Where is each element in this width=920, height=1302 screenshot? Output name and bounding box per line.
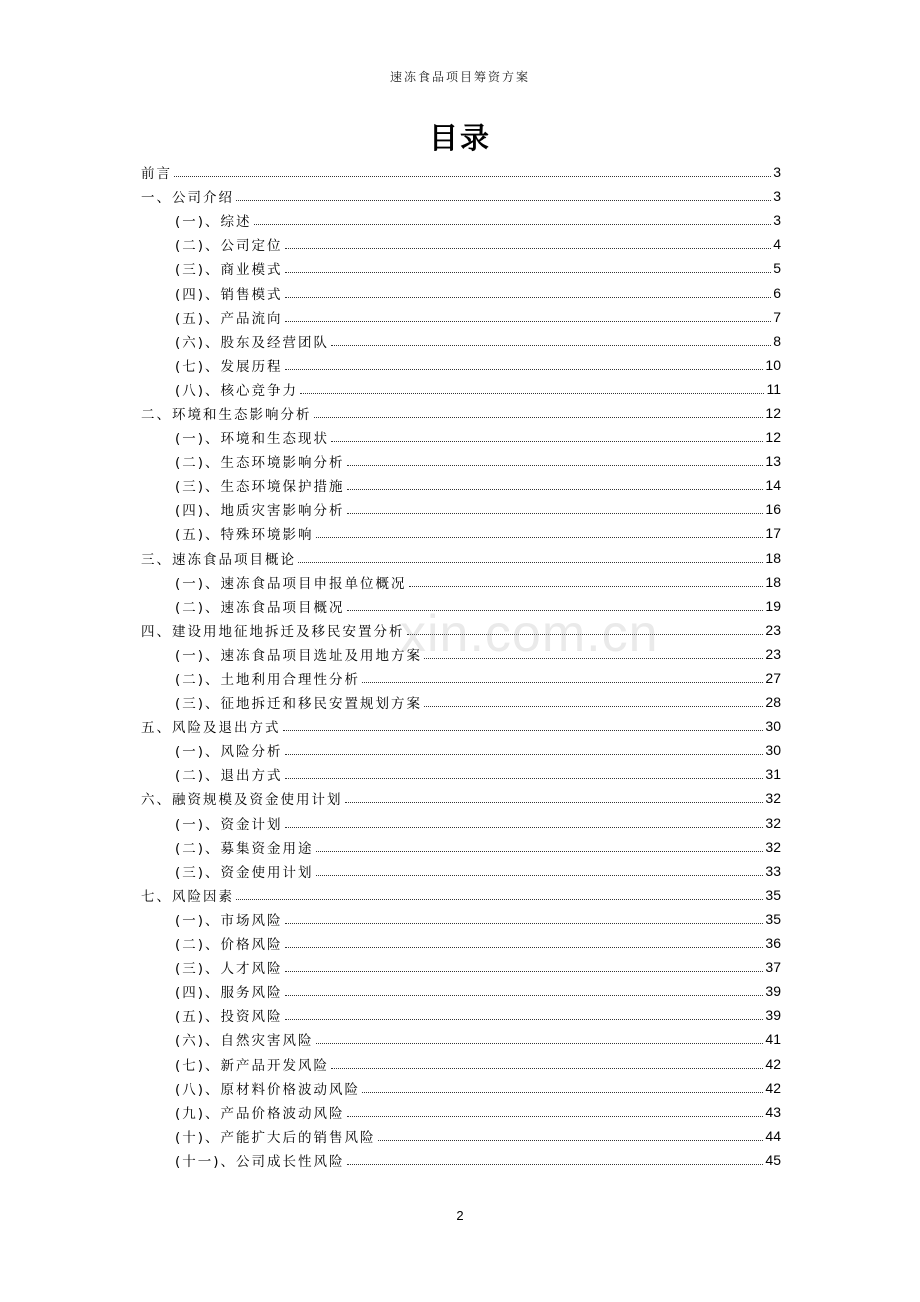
dot-leader: [285, 753, 764, 755]
toc-entry-label: (一)、环境和生态现状: [175, 431, 330, 448]
toc-entry-page: 30: [765, 742, 781, 759]
running-header: 速冻食品项目筹资方案: [389, 70, 530, 84]
toc-entry-page: 27: [765, 670, 781, 687]
toc-entry[interactable]: [141, 208, 781, 232]
toc-entry-page: 28: [765, 694, 781, 711]
dot-leader: [285, 368, 764, 370]
toc-entry[interactable]: [141, 786, 781, 810]
toc-entry-page: 35: [765, 886, 781, 903]
toc-entry-label: (八)、原材料价格波动风险: [175, 1081, 361, 1098]
toc-entry-page: 17: [765, 525, 781, 542]
toc-entry-page: 18: [765, 573, 781, 590]
toc-entry-page: 13: [765, 453, 781, 470]
toc-entry-label: (一)、资金计划: [175, 816, 283, 833]
toc-entry[interactable]: [141, 449, 781, 473]
toc-entry-label: (二)、土地利用合理性分析: [175, 672, 361, 689]
toc-entry-label: (五)、投资风险: [175, 1009, 283, 1026]
toc-entry-page: 3: [773, 212, 781, 229]
dot-leader: [331, 440, 763, 442]
toc-entry-page: 11: [766, 380, 781, 397]
dot-leader: [347, 609, 764, 611]
toc-entry-page: 3: [773, 188, 781, 205]
toc-entry-page: 39: [765, 983, 781, 1000]
dot-leader: [300, 392, 764, 394]
toc-entry-page: 19: [765, 597, 781, 614]
toc-entry[interactable]: [141, 714, 781, 738]
toc-entry[interactable]: [141, 1027, 781, 1051]
dot-leader: [285, 1018, 764, 1020]
toc-entry[interactable]: [141, 1051, 781, 1075]
dot-leader: [331, 1067, 763, 1069]
dot-leader: [314, 416, 764, 418]
toc-entry-label: 四、建设用地征地拆迁及移民安置分析: [141, 623, 405, 640]
toc-entry[interactable]: [141, 1124, 781, 1148]
dot-leader: [316, 536, 764, 538]
toc-entry-label: (一)、风险分析: [175, 744, 283, 761]
dot-leader: [285, 946, 764, 948]
toc-entry-page: 32: [765, 814, 781, 831]
toc-entry-page: 39: [765, 1007, 781, 1024]
toc-entry-page: 6: [773, 284, 781, 301]
dot-leader: [409, 585, 764, 587]
toc-entry-page: 45: [765, 1151, 781, 1168]
toc-entry[interactable]: [141, 305, 781, 329]
toc-entry-label: (五)、产品流向: [175, 310, 283, 327]
toc-entry-label: (六)、股东及经营团队: [175, 334, 330, 351]
toc-entry-label: (二)、价格风险: [175, 937, 283, 954]
toc-entry-page: 8: [773, 332, 781, 349]
page-number: 2: [456, 1208, 464, 1223]
toc-entry-label: (二)、速冻食品项目概况: [175, 599, 345, 616]
dot-leader: [407, 633, 764, 635]
toc-entry-label: (六)、自然灾害风险: [175, 1033, 314, 1050]
dot-leader: [347, 512, 764, 514]
toc-entry[interactable]: [141, 594, 781, 618]
toc-entry-label: (二)、募集资金用途: [175, 840, 314, 857]
toc-entry-label: (二)、生态环境影响分析: [175, 455, 345, 472]
dot-leader: [236, 199, 771, 201]
toc-entry[interactable]: [141, 618, 781, 642]
toc-entry[interactable]: [141, 979, 781, 1003]
dot-leader: [362, 681, 763, 683]
toc-entry[interactable]: [141, 859, 781, 883]
toc-entry[interactable]: [141, 280, 781, 304]
toc-entry[interactable]: [141, 546, 781, 570]
toc-title: 目录: [428, 121, 491, 155]
toc-entry-label: 一、公司介绍: [141, 190, 234, 207]
toc-entry-label: (三)、征地拆迁和移民安置规划方案: [175, 696, 423, 713]
dot-leader: [316, 874, 764, 876]
toc-entry-page: 10: [765, 356, 781, 373]
dot-leader: [424, 657, 763, 659]
toc-entry-label: (三)、资金使用计划: [175, 864, 314, 881]
toc-entry[interactable]: [141, 256, 781, 280]
toc-entry-page: 32: [765, 790, 781, 807]
dot-leader: [285, 296, 772, 298]
toc-entry-page: 12: [765, 404, 781, 421]
toc-entry-label: (七)、新产品开发风险: [175, 1057, 330, 1074]
dot-leader: [285, 271, 772, 273]
toc-entry[interactable]: [141, 425, 781, 449]
dot-leader: [424, 705, 763, 707]
toc-entry-label: (三)、商业模式: [175, 262, 283, 279]
toc-entry[interactable]: [141, 1076, 781, 1100]
dot-leader: [285, 247, 772, 249]
toc-entry[interactable]: [141, 160, 781, 184]
dot-leader: [254, 223, 772, 225]
toc-entry[interactable]: [141, 232, 781, 256]
toc-entry[interactable]: [141, 1148, 781, 1172]
toc-entry[interactable]: [141, 401, 781, 425]
toc-entry-label: (二)、公司定位: [175, 238, 283, 255]
toc-entry[interactable]: [141, 762, 781, 786]
toc-entry-page: 23: [765, 621, 781, 638]
toc-entry-page: 16: [765, 501, 781, 518]
toc-entry-page: 4: [773, 236, 781, 253]
toc-entry-label: (三)、生态环境保护措施: [175, 479, 345, 496]
dot-leader: [316, 850, 764, 852]
toc-entry-page: 42: [765, 1055, 781, 1072]
toc-entry[interactable]: [141, 473, 781, 497]
toc-entry-page: 41: [765, 1031, 781, 1048]
toc-entry[interactable]: [141, 811, 781, 835]
toc-entry-page: 30: [765, 718, 781, 735]
toc-entry-label: (四)、地质灾害影响分析: [175, 503, 345, 520]
toc-entry-label: (三)、人才风险: [175, 961, 283, 978]
toc-entry-label: 三、速冻食品项目概论: [141, 551, 296, 568]
table-of-contents: [141, 160, 781, 1172]
dot-leader: [378, 1139, 764, 1141]
dot-leader: [174, 175, 771, 177]
dot-leader: [285, 826, 764, 828]
dot-leader: [362, 1091, 763, 1093]
toc-entry[interactable]: [141, 497, 781, 521]
dot-leader: [347, 464, 764, 466]
toc-entry-page: 42: [765, 1079, 781, 1096]
toc-entry-label: (一)、速冻食品项目选址及用地方案: [175, 647, 423, 664]
watermark-text: xin.com.cn: [400, 605, 659, 663]
toc-entry-page: 18: [765, 549, 781, 566]
toc-entry[interactable]: [141, 642, 781, 666]
toc-entry[interactable]: [141, 883, 781, 907]
toc-entry-label: 二、环境和生态影响分析: [141, 406, 312, 423]
toc-entry-label: (七)、发展历程: [175, 358, 283, 375]
toc-entry-page: 14: [765, 477, 781, 494]
dot-leader: [347, 488, 764, 490]
dot-leader: [283, 729, 764, 731]
toc-entry-label: (四)、销售模式: [175, 286, 283, 303]
toc-entry-page: 44: [765, 1127, 781, 1144]
dot-leader: [285, 777, 764, 779]
toc-entry-page: 33: [765, 862, 781, 879]
toc-entry[interactable]: [141, 1100, 781, 1124]
toc-entry-label: (四)、服务风险: [175, 985, 283, 1002]
toc-entry-page: 43: [765, 1103, 781, 1120]
toc-entry-label: (八)、核心竞争力: [175, 382, 299, 399]
toc-entry[interactable]: [141, 666, 781, 690]
dot-leader: [285, 320, 772, 322]
toc-entry[interactable]: [141, 738, 781, 762]
toc-entry[interactable]: [141, 570, 781, 594]
toc-entry-page: 12: [765, 429, 781, 446]
dot-leader: [285, 970, 764, 972]
toc-entry-label: (二)、退出方式: [175, 768, 283, 785]
toc-entry[interactable]: [141, 521, 781, 545]
toc-entry-page: 3: [773, 164, 781, 181]
toc-entry[interactable]: [141, 329, 781, 353]
toc-entry-label: 七、风险因素: [141, 888, 234, 905]
dot-leader: [285, 922, 764, 924]
toc-entry[interactable]: [141, 835, 781, 859]
dot-leader: [347, 1163, 764, 1165]
toc-entry-page: 36: [765, 935, 781, 952]
toc-entry-page: 35: [765, 910, 781, 927]
toc-entry[interactable]: [141, 353, 781, 377]
dot-leader: [236, 898, 763, 900]
toc-entry[interactable]: [141, 907, 781, 931]
toc-entry-label: (五)、特殊环境影响: [175, 527, 314, 544]
toc-entry-page: 5: [773, 260, 781, 277]
dot-leader: [298, 561, 763, 563]
toc-entry[interactable]: [141, 1003, 781, 1027]
toc-entry-page: 31: [765, 766, 781, 783]
dot-leader: [345, 801, 764, 803]
dot-leader: [347, 1115, 764, 1117]
toc-entry[interactable]: [141, 955, 781, 979]
toc-entry-label: (一)、速冻食品项目申报单位概况: [175, 575, 407, 592]
toc-entry-label: (一)、市场风险: [175, 912, 283, 929]
toc-entry[interactable]: [141, 377, 781, 401]
toc-entry-label: 六、融资规模及资金使用计划: [141, 792, 343, 809]
toc-entry-label: (十)、产能扩大后的销售风险: [175, 1129, 376, 1146]
toc-entry-label: (十一)、公司成长性风险: [175, 1153, 345, 1170]
dot-leader: [285, 994, 764, 996]
dot-leader: [316, 1042, 764, 1044]
toc-entry-label: (一)、综述: [175, 214, 252, 231]
dot-leader: [331, 344, 771, 346]
toc-entry[interactable]: [141, 690, 781, 714]
toc-entry[interactable]: [141, 931, 781, 955]
toc-entry-page: 32: [765, 838, 781, 855]
toc-entry-page: 37: [765, 959, 781, 976]
toc-entry[interactable]: [141, 184, 781, 208]
toc-entry-label: 五、风险及退出方式: [141, 720, 281, 737]
toc-entry-label: (九)、产品价格波动风险: [175, 1105, 345, 1122]
toc-entry-label: 前言: [141, 166, 172, 183]
toc-entry-page: 23: [765, 645, 781, 662]
toc-entry-page: 7: [773, 308, 781, 325]
